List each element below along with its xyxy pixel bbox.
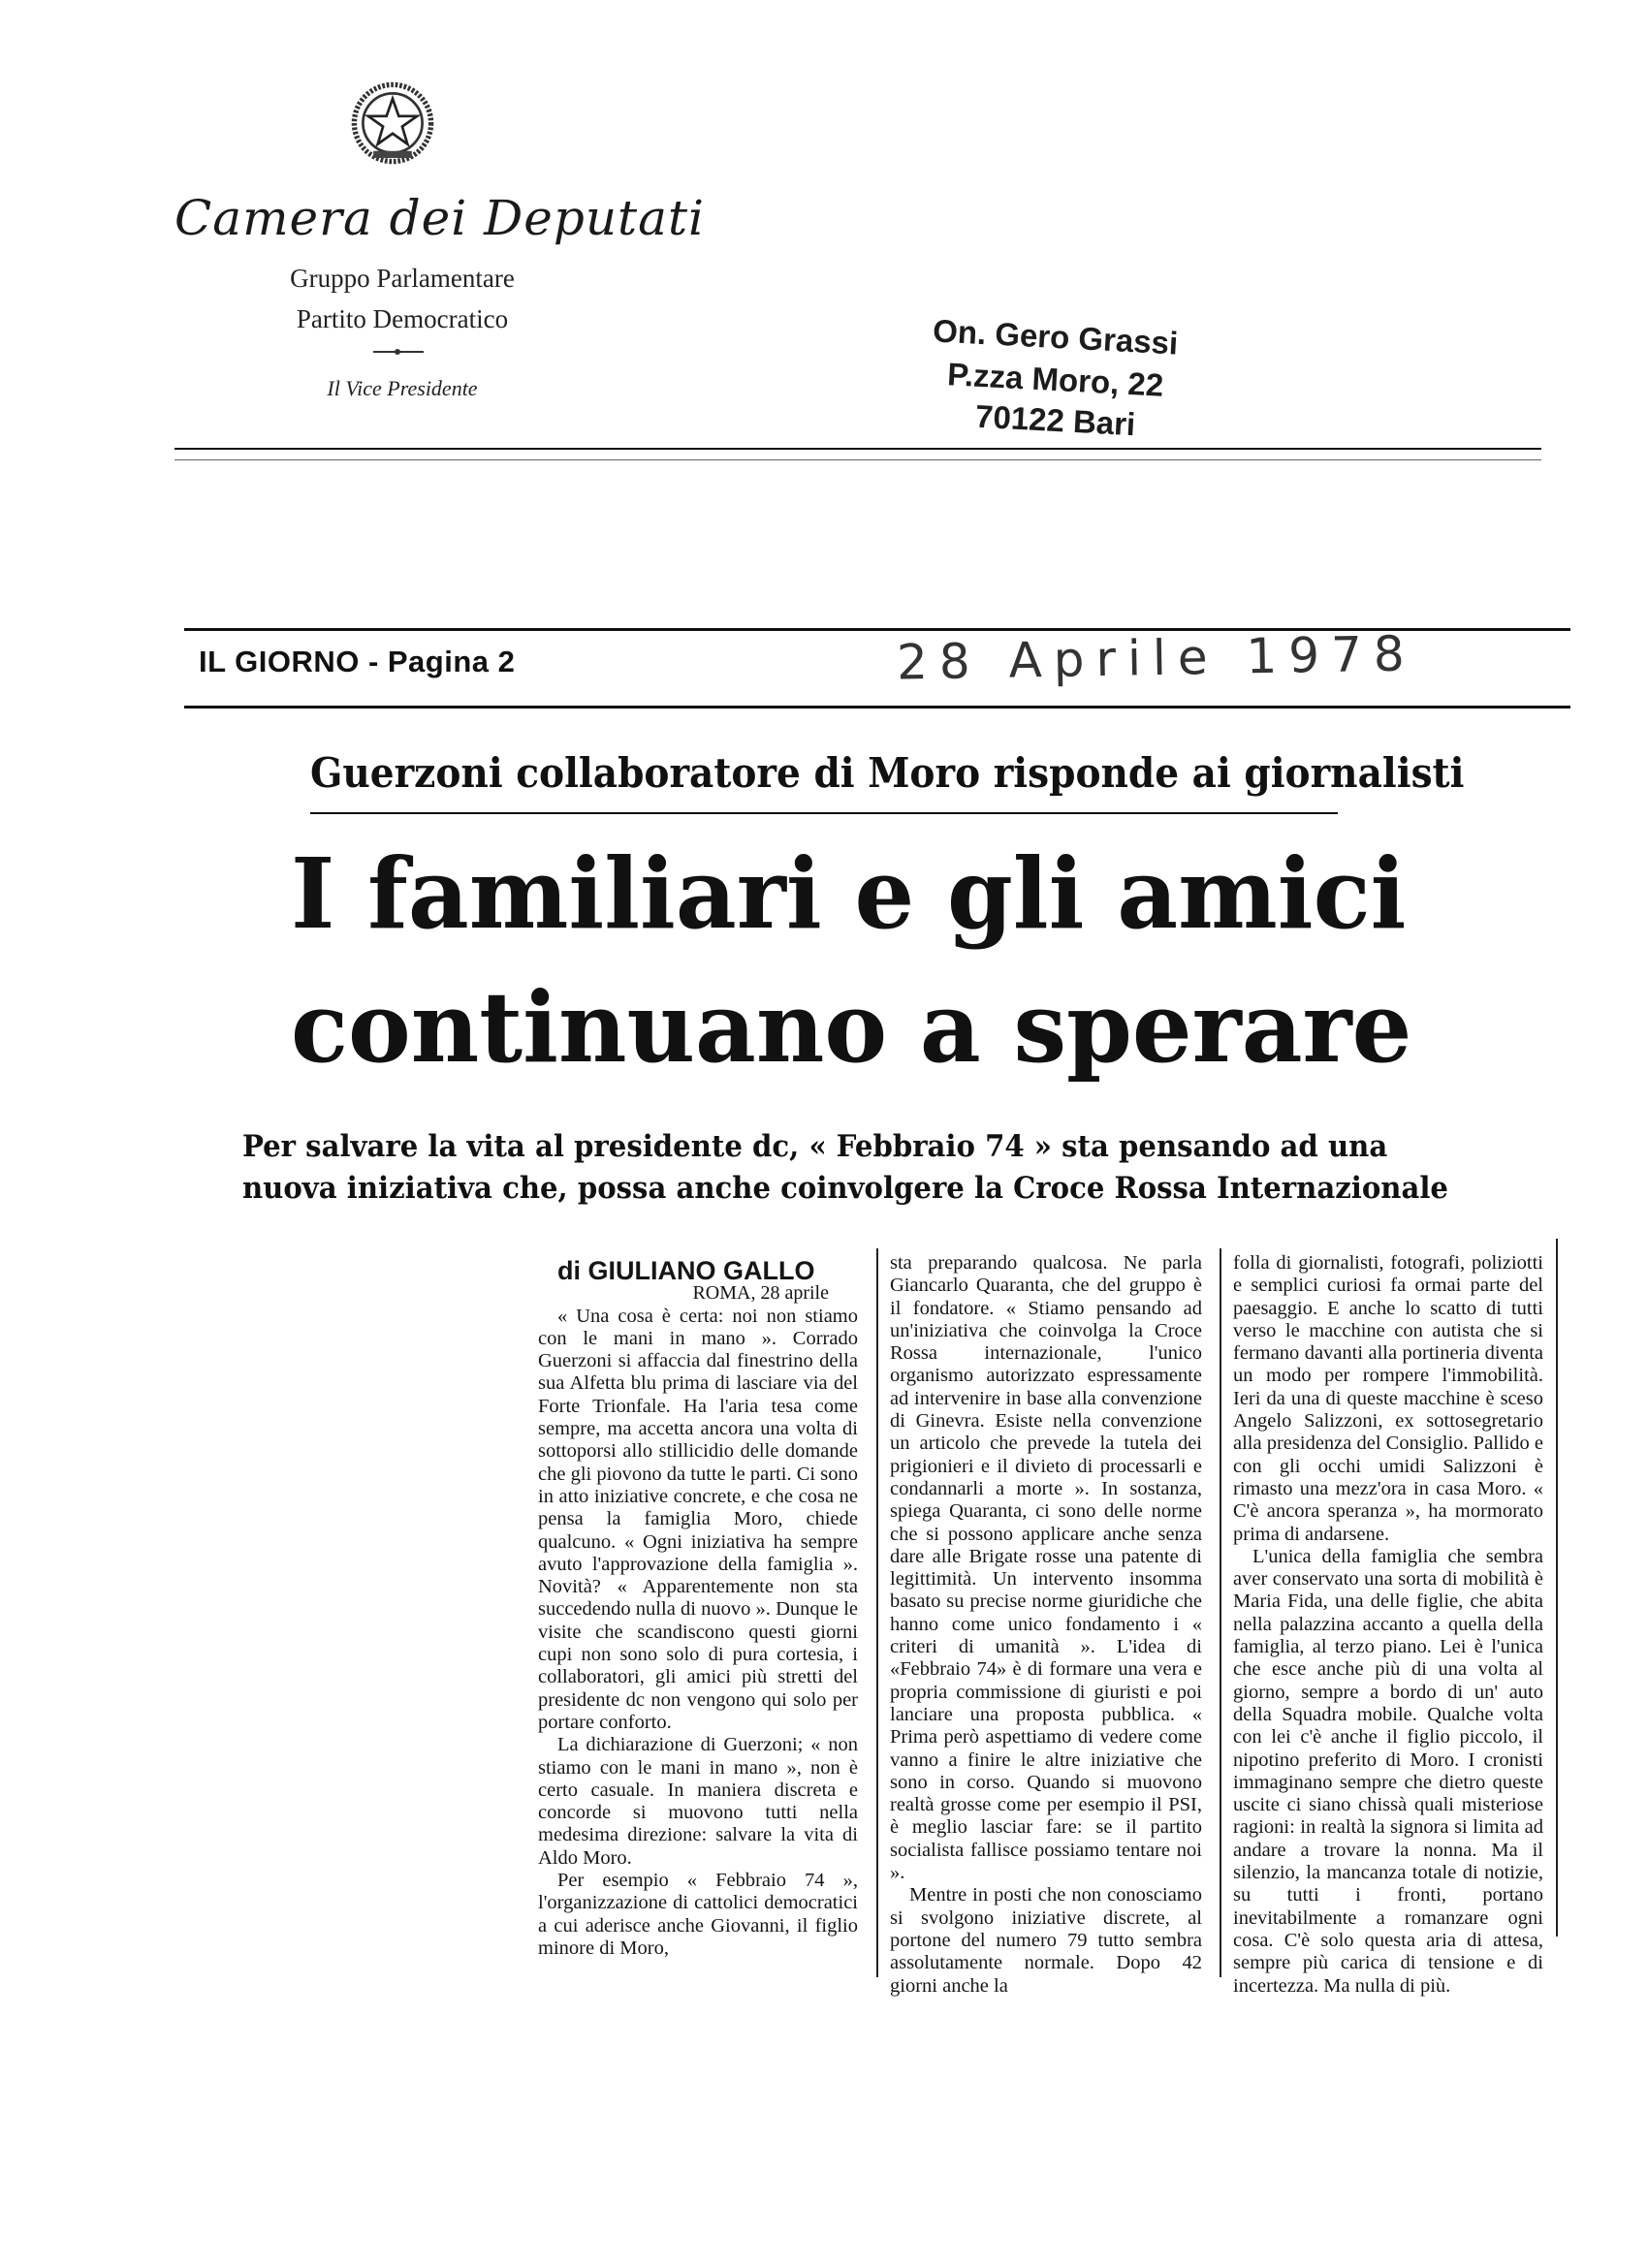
article-column-3	[1233, 1252, 1543, 1998]
byline: di GIULIANO GALLO	[557, 1256, 815, 1285]
column-divider-3	[1556, 1239, 1558, 1937]
group-line-2: Partito Democratico	[296, 304, 509, 333]
letterhead-divider	[373, 351, 424, 353]
paragraph: folla di giornalisti, fotografi, poliziotti e semplici curiosi fa ormai parte del paesaggio. E anche lo scatto di tutti verso le macchine con autista che si fermano davanti alla portineria diventa un modo per rompere l'immobilità. Ieri da una di queste macchine è sceso Angelo Salizzoni, ex sottosegretario alla presidenza del Consiglio. Pallido e con gli occhi umidi Salizzoni è rimasto una mezz'ora in casa Moro. « C'è ancora speranza », ha mormorato prima di andarsene.	[1233, 1252, 1543, 1545]
paragraph: La dichiarazione di Guerzoni; « non stiamo con le mani in mano », non è certo casuale. In maniera discreta e concorde si muovono tutti nella medesima direzione: salvare la vita di Aldo Moro.	[538, 1734, 858, 1869]
headline-line-2: continuano a sperare	[291, 970, 1412, 1085]
column-divider-1	[876, 1248, 878, 1977]
letterhead-rule	[174, 448, 1541, 450]
paragraph: « Una cosa è certa: noi non stiamo con le mani in mano ». Corrado Guerzoni si affaccia dal finestrino della sua Alfetta blu prima di lasciare via del Forte Trionfale. Ha l'aria tesa come sempre, ma accetta ancora una volta di sottoporsi allo stillicidio delle domande che gli piovono da tutte le parti. Ci sono in atto iniziative concrete, e che cosa ne pensa la famiglia Moro, chiede qualcuno. « Ogni iniziativa ha sempre avuto l'approvazione della famiglia ». Novità? « Apparentemente non sta succedendo nulla di nuovo ». Dunque le visite che scandiscono questi giorni cupi non sono solo di pura cortesia, i collaboratori, gli amici più stretti del presidente dc non vengono qui solo per portare conforto.	[538, 1305, 858, 1733]
subhead-line-1: Per salvare la vita al presidente dc, « Febbraio 74 » sta pensando ad una	[242, 1129, 1388, 1164]
headline-line-1: I familiari e gli amici	[291, 836, 1407, 951]
subhead-line-2: nuova iniziativa che, possa anche coinvolgere la Croce Rossa Internazionale	[242, 1171, 1448, 1206]
source-name: IL GIORNO - Pagina 2	[199, 645, 516, 678]
paragraph: L'unica della famiglia che sembra aver conservato una sorta di mobilità è Maria Fida, una delle figlie, che abita nella palazzina accanto a quella della famiglia, al terzo piano. Lei è l'unica che esce anche più di una volta al giorno, sempre a bordo di un' auto della Squadra mobile. Qualche volta con lei c'è anche il figlio piccolo, il nipotino preferito di Moro. I cronisti immaginano sempre che dietro queste uscite ci siano chissà quali misteriose ragioni: in realtà la signora si limita ad andare a trovare la nonna. Ma il silenzio, la mancanza totale di notizie, su tutti i fronti, portano inevitabilmente a romanzare ogni cosa. C'è solo questa aria di attesa, sempre più carica di tensione e di incertezza. Ma nulla di più.	[1233, 1545, 1543, 1997]
article-column-2	[890, 1252, 1202, 1998]
institution-name: Camera dei Deputati	[174, 190, 706, 246]
stamp-city: 70122 Bari	[974, 397, 1137, 443]
paragraph: Mentre in posti che non conosciamo si svolgono iniziative discrete, al portone del numero 79 tutto sembra assolutamente normale. Dopo 42 giorni anche la	[890, 1884, 1202, 1997]
kicker-underline	[310, 812, 1338, 814]
column-divider-2	[1220, 1248, 1221, 1977]
dateline: ROMA, 28 aprile	[692, 1282, 829, 1305]
stamp-name: On. Gero Grassi	[932, 312, 1180, 362]
paragraph: sta preparando qualcosa. Ne parla Giancarlo Quaranta, che del gruppo è il fondatore. « Stiamo pensando ad un'iniziativa che coinvolga la Croce Rossa internazionale, l'unico organismo autorizzato espressamente ad intervenire in base alla convenzione di Ginevra. Esiste nella convenzione un articolo che prevede la tutela dei prigionieri e il divieto di processarli e condannarli a morte ». In sostanza, spiega Quaranta, ci sono delle norme che si possono applicare anche senza dare alle Brigate rosse una patente di legittimità. Un intervento insomma basato su precise norme giuridiche che hanno come unico fondamento i « criteri di umanità ». L'idea di «Febbraio 74» è di formare una vera e propria commissione di giuristi e poi lanciare una proposta pubblica. « Prima però aspettiamo di vedere come vanno a finire le altre iniziative che sono in corso. Quando si muovono realtà grosse come per esempio il PSI, è meglio lasciar fare: se il partito socialista fallisce possiamo tentare noi ».	[890, 1252, 1202, 1884]
stamp-street: P.zza Moro, 22	[946, 356, 1165, 403]
group-line-1: Gruppo Parlamentare	[290, 264, 515, 293]
paragraph: Per esempio « Febbraio 74 », l'organizzazione di cattolici democratici a cui aderisce anche Giovanni, il figlio minore di Moro,	[538, 1870, 858, 1959]
letterhead-rule-thin	[174, 459, 1541, 460]
letterhead-role: Il Vice Presidente	[327, 376, 478, 400]
article-column-1	[538, 1256, 858, 1960]
source-bottom-rule	[184, 706, 1570, 709]
italian-republic-emblem-icon	[349, 79, 436, 167]
handwritten-date: 28 Aprile 1978	[896, 625, 1417, 691]
article-kicker: Guerzoni collaboratore di Moro risponde ai giornalisti	[310, 749, 1465, 797]
